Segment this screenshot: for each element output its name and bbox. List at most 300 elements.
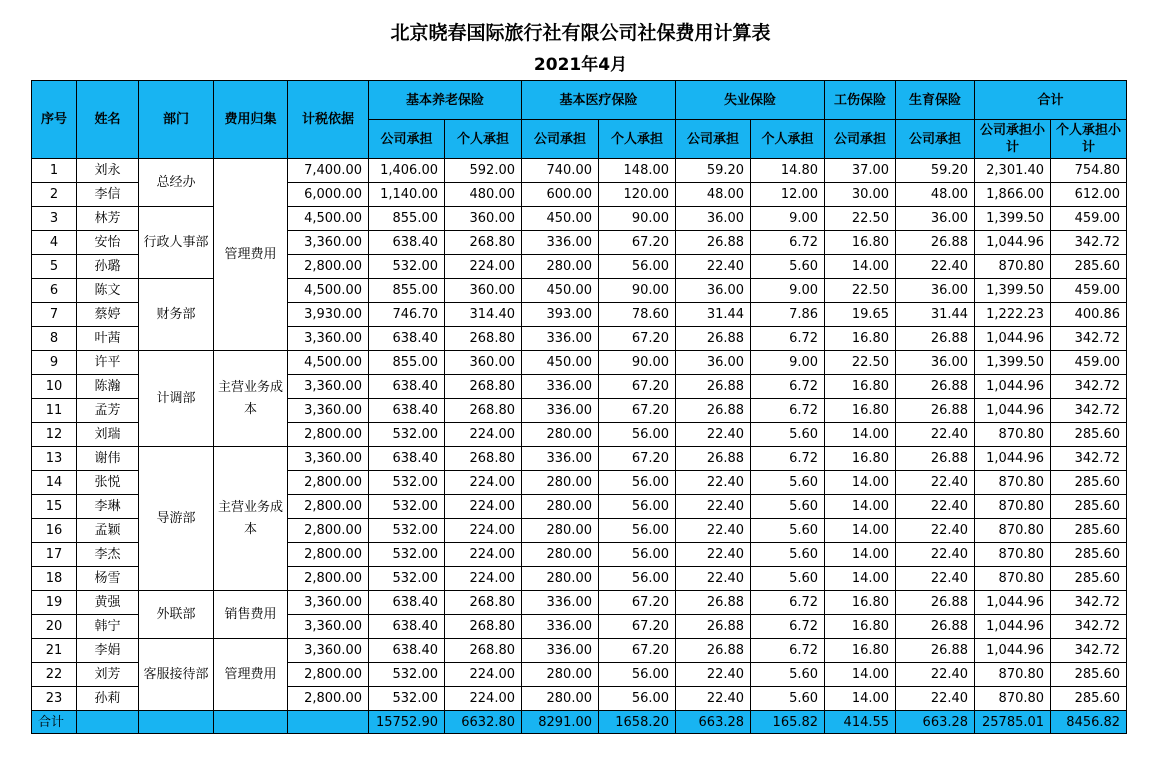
pension-company-cell: 532.00 [369, 543, 445, 567]
pension-company-cell: 532.00 [369, 663, 445, 687]
personal-subtotal-cell: 342.72 [1051, 399, 1127, 423]
base-cell: 3,360.00 [288, 327, 369, 351]
table-body [32, 159, 1127, 711]
seq-cell: 1 [32, 159, 77, 183]
medical-company-cell: 450.00 [522, 279, 599, 303]
medical-company-cell: 336.00 [522, 375, 599, 399]
injury-company-cell: 16.80 [825, 327, 896, 351]
seq-cell: 7 [32, 303, 77, 327]
name-cell: 李杰 [77, 543, 139, 567]
maternity-company-cell: 36.00 [896, 279, 975, 303]
medical-company-cell: 280.00 [522, 471, 599, 495]
name-cell: 韩宁 [77, 615, 139, 639]
header-maternity-company: 公司承担 [896, 120, 975, 159]
seq-cell: 23 [32, 687, 77, 711]
totals-empty [139, 711, 214, 734]
pension-company-cell: 638.40 [369, 327, 445, 351]
unemployment-personal-cell: 6.72 [751, 231, 825, 255]
unemployment-personal-cell: 9.00 [751, 279, 825, 303]
header-maternity: 生育保险 [896, 81, 975, 120]
pension-company-cell: 532.00 [369, 567, 445, 591]
cost-type-cell: 主营业务成本 [214, 351, 288, 447]
base-cell: 2,800.00 [288, 519, 369, 543]
base-cell: 4,500.00 [288, 279, 369, 303]
name-cell: 蔡婷 [77, 303, 139, 327]
medical-personal-cell: 78.60 [599, 303, 676, 327]
personal-subtotal-cell: 612.00 [1051, 183, 1127, 207]
injury-company-cell: 14.00 [825, 663, 896, 687]
maternity-company-cell: 26.88 [896, 327, 975, 351]
department-cell: 客服接待部 [139, 639, 214, 711]
medical-personal-cell: 90.00 [599, 279, 676, 303]
table-row [32, 591, 1127, 615]
name-cell: 陈文 [77, 279, 139, 303]
medical-company-cell: 393.00 [522, 303, 599, 327]
unemployment-company-cell: 22.40 [676, 567, 751, 591]
unemployment-personal-cell: 5.60 [751, 663, 825, 687]
pension-personal-cell: 224.00 [445, 567, 522, 591]
base-cell: 3,360.00 [288, 615, 369, 639]
medical-personal-cell: 120.00 [599, 183, 676, 207]
base-cell: 2,800.00 [288, 423, 369, 447]
pension-personal-cell: 224.00 [445, 423, 522, 447]
base-cell: 3,360.00 [288, 375, 369, 399]
total-company-subtotal: 25785.01 [975, 711, 1051, 734]
pension-company-cell: 532.00 [369, 471, 445, 495]
table-row [32, 159, 1127, 183]
name-cell: 李琳 [77, 495, 139, 519]
company-subtotal-cell: 1,044.96 [975, 591, 1051, 615]
personal-subtotal-cell: 342.72 [1051, 615, 1127, 639]
unemployment-personal-cell: 9.00 [751, 351, 825, 375]
company-subtotal-cell: 1,222.23 [975, 303, 1051, 327]
injury-company-cell: 14.00 [825, 687, 896, 711]
unemployment-company-cell: 26.88 [676, 231, 751, 255]
injury-company-cell: 16.80 [825, 231, 896, 255]
personal-subtotal-cell: 342.72 [1051, 447, 1127, 471]
injury-company-cell: 30.00 [825, 183, 896, 207]
base-cell: 2,800.00 [288, 543, 369, 567]
name-cell: 安怡 [77, 231, 139, 255]
pension-company-cell: 1,140.00 [369, 183, 445, 207]
unemployment-personal-cell: 6.72 [751, 591, 825, 615]
injury-company-cell: 14.00 [825, 519, 896, 543]
unemployment-company-cell: 26.88 [676, 615, 751, 639]
header-injury-company: 公司承担 [825, 120, 896, 159]
company-subtotal-cell: 2,301.40 [975, 159, 1051, 183]
header-personal-subtotal: 个人承担小计 [1051, 120, 1127, 159]
base-cell: 4,500.00 [288, 207, 369, 231]
header-medical-company: 公司承担 [522, 120, 599, 159]
maternity-company-cell: 48.00 [896, 183, 975, 207]
personal-subtotal-cell: 285.60 [1051, 543, 1127, 567]
total-injury-company: 414.55 [825, 711, 896, 734]
medical-company-cell: 280.00 [522, 687, 599, 711]
pension-company-cell: 855.00 [369, 207, 445, 231]
unemployment-company-cell: 59.20 [676, 159, 751, 183]
medical-personal-cell: 67.20 [599, 447, 676, 471]
unemployment-company-cell: 22.40 [676, 687, 751, 711]
medical-company-cell: 280.00 [522, 543, 599, 567]
total-unemployment-company: 663.28 [676, 711, 751, 734]
totals-empty [77, 711, 139, 734]
totals-label: 合计 [32, 711, 77, 734]
unemployment-company-cell: 22.40 [676, 423, 751, 447]
base-cell: 6,000.00 [288, 183, 369, 207]
unemployment-personal-cell: 5.60 [751, 519, 825, 543]
header-unemployment-personal: 个人承担 [751, 120, 825, 159]
medical-personal-cell: 56.00 [599, 423, 676, 447]
maternity-company-cell: 22.40 [896, 663, 975, 687]
company-subtotal-cell: 1,044.96 [975, 399, 1051, 423]
seq-cell: 12 [32, 423, 77, 447]
medical-company-cell: 280.00 [522, 495, 599, 519]
base-cell: 3,360.00 [288, 231, 369, 255]
pension-personal-cell: 268.80 [445, 591, 522, 615]
base-cell: 4,500.00 [288, 351, 369, 375]
header-company-subtotal: 公司承担小计 [975, 120, 1051, 159]
pension-company-cell: 532.00 [369, 519, 445, 543]
pension-company-cell: 1,406.00 [369, 159, 445, 183]
totals-empty [214, 711, 288, 734]
cost-type-cell: 管理费用 [214, 639, 288, 711]
header-pension: 基本养老保险 [369, 81, 522, 120]
injury-company-cell: 14.00 [825, 423, 896, 447]
unemployment-personal-cell: 5.60 [751, 255, 825, 279]
maternity-company-cell: 22.40 [896, 543, 975, 567]
total-maternity-company: 663.28 [896, 711, 975, 734]
company-subtotal-cell: 1,044.96 [975, 231, 1051, 255]
totals-empty [288, 711, 369, 734]
unemployment-company-cell: 22.40 [676, 255, 751, 279]
unemployment-company-cell: 22.40 [676, 495, 751, 519]
medical-company-cell: 280.00 [522, 255, 599, 279]
medical-personal-cell: 67.20 [599, 591, 676, 615]
company-subtotal-cell: 870.80 [975, 255, 1051, 279]
personal-subtotal-cell: 285.60 [1051, 255, 1127, 279]
total-medical-personal: 1658.20 [599, 711, 676, 734]
maternity-company-cell: 22.40 [896, 567, 975, 591]
name-cell: 李信 [77, 183, 139, 207]
medical-personal-cell: 56.00 [599, 687, 676, 711]
injury-company-cell: 22.50 [825, 351, 896, 375]
personal-subtotal-cell: 285.60 [1051, 423, 1127, 447]
unemployment-company-cell: 22.40 [676, 471, 751, 495]
department-cell: 财务部 [139, 279, 214, 351]
seq-cell: 9 [32, 351, 77, 375]
unemployment-company-cell: 36.00 [676, 207, 751, 231]
header-unemployment: 失业保险 [676, 81, 825, 120]
name-cell: 杨雪 [77, 567, 139, 591]
company-subtotal-cell: 1,044.96 [975, 327, 1051, 351]
personal-subtotal-cell: 285.60 [1051, 471, 1127, 495]
table-row [32, 639, 1127, 663]
name-cell: 刘永 [77, 159, 139, 183]
company-subtotal-cell: 1,866.00 [975, 183, 1051, 207]
injury-company-cell: 22.50 [825, 207, 896, 231]
company-subtotal-cell: 1,044.96 [975, 639, 1051, 663]
medical-company-cell: 280.00 [522, 567, 599, 591]
unemployment-personal-cell: 6.72 [751, 399, 825, 423]
base-cell: 2,800.00 [288, 663, 369, 687]
header-medical: 基本医疗保险 [522, 81, 676, 120]
unemployment-company-cell: 26.88 [676, 399, 751, 423]
pension-company-cell: 532.00 [369, 687, 445, 711]
unemployment-personal-cell: 5.60 [751, 495, 825, 519]
medical-personal-cell: 56.00 [599, 495, 676, 519]
company-subtotal-cell: 870.80 [975, 663, 1051, 687]
table-row [32, 207, 1127, 231]
pension-company-cell: 855.00 [369, 279, 445, 303]
cost-type-cell: 管理费用 [214, 159, 288, 351]
name-cell: 李娟 [77, 639, 139, 663]
pension-personal-cell: 360.00 [445, 279, 522, 303]
pension-company-cell: 532.00 [369, 495, 445, 519]
base-cell: 3,360.00 [288, 399, 369, 423]
company-subtotal-cell: 870.80 [975, 519, 1051, 543]
personal-subtotal-cell: 400.86 [1051, 303, 1127, 327]
company-subtotal-cell: 870.80 [975, 495, 1051, 519]
base-cell: 3,360.00 [288, 639, 369, 663]
maternity-company-cell: 26.88 [896, 399, 975, 423]
injury-company-cell: 14.00 [825, 567, 896, 591]
seq-cell: 18 [32, 567, 77, 591]
unemployment-company-cell: 36.00 [676, 279, 751, 303]
medical-company-cell: 336.00 [522, 327, 599, 351]
medical-personal-cell: 67.20 [599, 327, 676, 351]
pension-company-cell: 638.40 [369, 231, 445, 255]
seq-cell: 6 [32, 279, 77, 303]
seq-cell: 15 [32, 495, 77, 519]
personal-subtotal-cell: 342.72 [1051, 327, 1127, 351]
unemployment-company-cell: 22.40 [676, 663, 751, 687]
maternity-company-cell: 59.20 [896, 159, 975, 183]
medical-company-cell: 450.00 [522, 207, 599, 231]
unemployment-company-cell: 22.40 [676, 519, 751, 543]
pension-company-cell: 638.40 [369, 375, 445, 399]
seq-cell: 5 [32, 255, 77, 279]
medical-personal-cell: 148.00 [599, 159, 676, 183]
header-dept: 部门 [139, 81, 214, 159]
maternity-company-cell: 36.00 [896, 351, 975, 375]
base-cell: 3,360.00 [288, 591, 369, 615]
medical-company-cell: 336.00 [522, 591, 599, 615]
medical-personal-cell: 56.00 [599, 519, 676, 543]
injury-company-cell: 14.00 [825, 471, 896, 495]
department-cell: 导游部 [139, 447, 214, 591]
unemployment-company-cell: 26.88 [676, 375, 751, 399]
injury-company-cell: 22.50 [825, 279, 896, 303]
company-subtotal-cell: 870.80 [975, 687, 1051, 711]
medical-company-cell: 336.00 [522, 447, 599, 471]
base-cell: 2,800.00 [288, 567, 369, 591]
medical-personal-cell: 67.20 [599, 399, 676, 423]
unemployment-personal-cell: 6.72 [751, 615, 825, 639]
pension-personal-cell: 224.00 [445, 687, 522, 711]
header-name: 姓名 [77, 81, 139, 159]
personal-subtotal-cell: 342.72 [1051, 591, 1127, 615]
company-subtotal-cell: 870.80 [975, 423, 1051, 447]
unemployment-personal-cell: 5.60 [751, 423, 825, 447]
unemployment-personal-cell: 7.86 [751, 303, 825, 327]
pension-personal-cell: 224.00 [445, 255, 522, 279]
seq-cell: 16 [32, 519, 77, 543]
pension-personal-cell: 268.80 [445, 375, 522, 399]
injury-company-cell: 16.80 [825, 615, 896, 639]
company-subtotal-cell: 870.80 [975, 471, 1051, 495]
pension-company-cell: 532.00 [369, 255, 445, 279]
header-total: 合计 [975, 81, 1127, 120]
pension-personal-cell: 268.80 [445, 615, 522, 639]
medical-personal-cell: 56.00 [599, 471, 676, 495]
injury-company-cell: 16.80 [825, 399, 896, 423]
unemployment-company-cell: 26.88 [676, 591, 751, 615]
header-pension-company: 公司承担 [369, 120, 445, 159]
unemployment-personal-cell: 6.72 [751, 327, 825, 351]
seq-cell: 3 [32, 207, 77, 231]
medical-personal-cell: 67.20 [599, 375, 676, 399]
name-cell: 孙璐 [77, 255, 139, 279]
unemployment-personal-cell: 6.72 [751, 447, 825, 471]
header-cost-type: 费用归集 [214, 81, 288, 159]
medical-company-cell: 280.00 [522, 423, 599, 447]
total-pension-company: 15752.90 [369, 711, 445, 734]
cost-type-cell: 销售费用 [214, 591, 288, 639]
maternity-company-cell: 26.88 [896, 591, 975, 615]
maternity-company-cell: 22.40 [896, 471, 975, 495]
medical-personal-cell: 56.00 [599, 567, 676, 591]
seq-cell: 14 [32, 471, 77, 495]
medical-company-cell: 600.00 [522, 183, 599, 207]
name-cell: 叶茜 [77, 327, 139, 351]
header-seq: 序号 [32, 81, 77, 159]
base-cell: 7,400.00 [288, 159, 369, 183]
personal-subtotal-cell: 285.60 [1051, 567, 1127, 591]
pension-company-cell: 638.40 [369, 615, 445, 639]
table-row [32, 279, 1127, 303]
pension-personal-cell: 224.00 [445, 543, 522, 567]
unemployment-company-cell: 31.44 [676, 303, 751, 327]
seq-cell: 20 [32, 615, 77, 639]
medical-personal-cell: 56.00 [599, 255, 676, 279]
personal-subtotal-cell: 342.72 [1051, 231, 1127, 255]
pension-company-cell: 532.00 [369, 423, 445, 447]
base-cell: 2,800.00 [288, 687, 369, 711]
maternity-company-cell: 22.40 [896, 423, 975, 447]
total-pension-personal: 6632.80 [445, 711, 522, 734]
seq-cell: 2 [32, 183, 77, 207]
pension-personal-cell: 224.00 [445, 471, 522, 495]
pension-personal-cell: 268.80 [445, 447, 522, 471]
pension-personal-cell: 224.00 [445, 663, 522, 687]
pension-personal-cell: 268.80 [445, 399, 522, 423]
total-unemployment-personal: 165.82 [751, 711, 825, 734]
medical-personal-cell: 67.20 [599, 231, 676, 255]
seq-cell: 13 [32, 447, 77, 471]
pension-personal-cell: 268.80 [445, 639, 522, 663]
company-subtotal-cell: 1,399.50 [975, 351, 1051, 375]
cost-type-cell: 主营业务成本 [214, 447, 288, 591]
total-medical-company: 8291.00 [522, 711, 599, 734]
medical-company-cell: 450.00 [522, 351, 599, 375]
company-subtotal-cell: 1,044.96 [975, 375, 1051, 399]
medical-personal-cell: 90.00 [599, 351, 676, 375]
name-cell: 刘芳 [77, 663, 139, 687]
injury-company-cell: 16.80 [825, 447, 896, 471]
pension-company-cell: 746.70 [369, 303, 445, 327]
personal-subtotal-cell: 285.60 [1051, 495, 1127, 519]
unemployment-company-cell: 26.88 [676, 447, 751, 471]
maternity-company-cell: 22.40 [896, 255, 975, 279]
seq-cell: 22 [32, 663, 77, 687]
personal-subtotal-cell: 459.00 [1051, 351, 1127, 375]
unemployment-company-cell: 22.40 [676, 543, 751, 567]
header-pension-personal: 个人承担 [445, 120, 522, 159]
unemployment-company-cell: 26.88 [676, 327, 751, 351]
seq-cell: 8 [32, 327, 77, 351]
injury-company-cell: 14.00 [825, 255, 896, 279]
pension-company-cell: 855.00 [369, 351, 445, 375]
pension-company-cell: 638.40 [369, 399, 445, 423]
maternity-company-cell: 31.44 [896, 303, 975, 327]
maternity-company-cell: 26.88 [896, 639, 975, 663]
medical-company-cell: 740.00 [522, 159, 599, 183]
header-injury: 工伤保险 [825, 81, 896, 120]
pension-company-cell: 638.40 [369, 447, 445, 471]
base-cell: 3,360.00 [288, 447, 369, 471]
company-subtotal-cell: 1,044.96 [975, 447, 1051, 471]
unemployment-personal-cell: 6.72 [751, 639, 825, 663]
name-cell: 许平 [77, 351, 139, 375]
header-base: 计税依据 [288, 81, 369, 159]
sheet-title: 北京晓春国际旅行社有限公司社保费用计算表 [390, 22, 771, 44]
unemployment-personal-cell: 5.60 [751, 567, 825, 591]
pension-personal-cell: 268.80 [445, 231, 522, 255]
unemployment-personal-cell: 9.00 [751, 207, 825, 231]
unemployment-personal-cell: 14.80 [751, 159, 825, 183]
name-cell: 刘瑞 [77, 423, 139, 447]
pension-personal-cell: 480.00 [445, 183, 522, 207]
name-cell: 林芳 [77, 207, 139, 231]
name-cell: 孟芳 [77, 399, 139, 423]
medical-company-cell: 336.00 [522, 615, 599, 639]
seq-cell: 10 [32, 375, 77, 399]
personal-subtotal-cell: 754.80 [1051, 159, 1127, 183]
personal-subtotal-cell: 285.60 [1051, 663, 1127, 687]
base-cell: 2,800.00 [288, 495, 369, 519]
header-unemployment-company: 公司承担 [676, 120, 751, 159]
unemployment-personal-cell: 5.60 [751, 687, 825, 711]
pension-personal-cell: 268.80 [445, 327, 522, 351]
injury-company-cell: 37.00 [825, 159, 896, 183]
maternity-company-cell: 22.40 [896, 495, 975, 519]
maternity-company-cell: 22.40 [896, 519, 975, 543]
seq-cell: 21 [32, 639, 77, 663]
medical-company-cell: 336.00 [522, 639, 599, 663]
medical-personal-cell: 67.20 [599, 639, 676, 663]
base-cell: 2,800.00 [288, 255, 369, 279]
department-cell: 行政人事部 [139, 207, 214, 279]
name-cell: 黄强 [77, 591, 139, 615]
company-subtotal-cell: 1,399.50 [975, 207, 1051, 231]
injury-company-cell: 16.80 [825, 375, 896, 399]
medical-company-cell: 336.00 [522, 231, 599, 255]
company-subtotal-cell: 1,044.96 [975, 615, 1051, 639]
personal-subtotal-cell: 342.72 [1051, 639, 1127, 663]
unemployment-company-cell: 36.00 [676, 351, 751, 375]
medical-company-cell: 336.00 [522, 399, 599, 423]
injury-company-cell: 14.00 [825, 543, 896, 567]
